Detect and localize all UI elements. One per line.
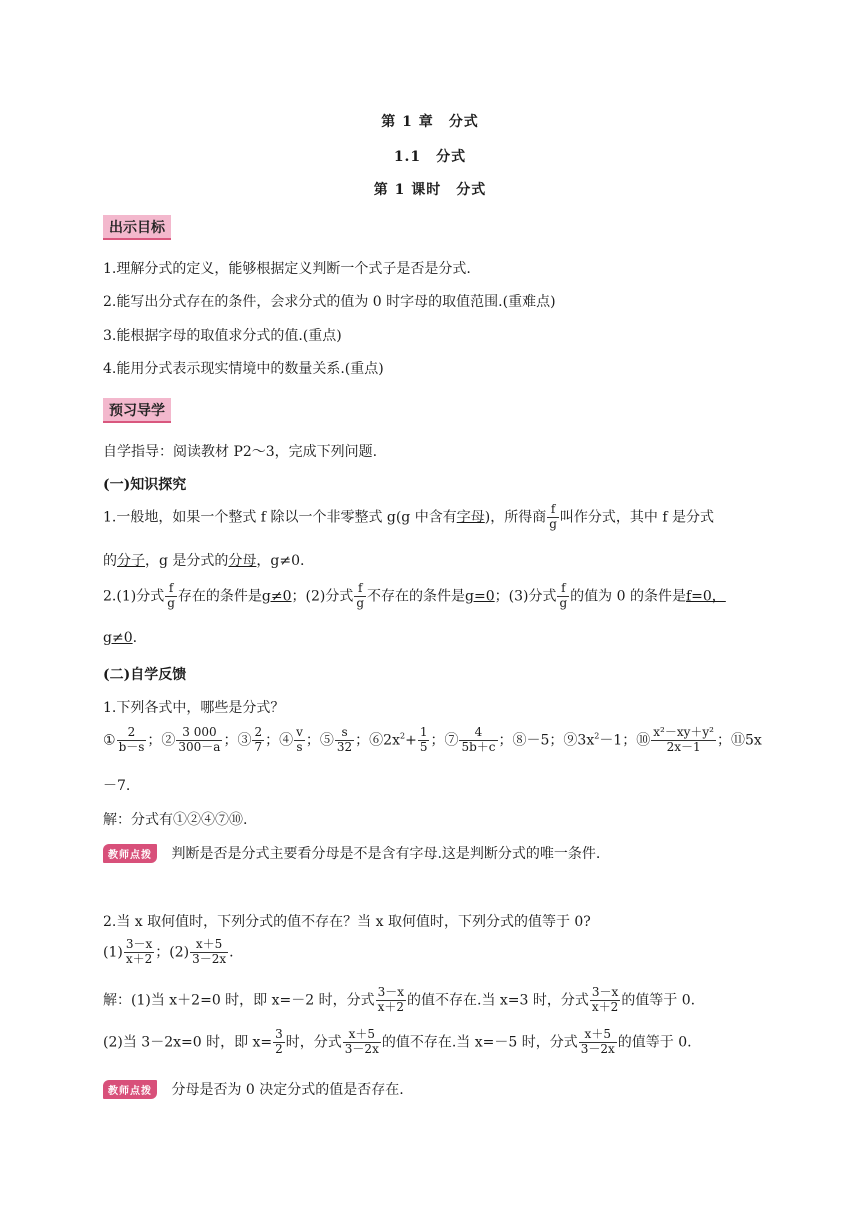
lesson-title: 第 1 课时 分式	[373, 182, 487, 198]
knowledge-item-2-cont: g≠0.	[103, 630, 138, 646]
knowledge-item-2: 2.(1)分式 $\frac{f}{g}$ 存在的条件是g≠0；(2)分式 $\frac{f}{g}$ 不存在的条件是g=0；(3)分式 $\frac{f}{g}$ 的值为 0 的条件是f=0，	[103, 581, 726, 610]
fraction: $\frac{2}{7}$	[254, 725, 263, 754]
fraction: $\frac{f}{g}$	[559, 581, 568, 610]
answer-blank: g≠0	[103, 630, 133, 646]
fraction: $\frac{x+5}{3-2x}$	[580, 1027, 615, 1056]
answer-blank: 字母	[456, 509, 485, 526]
fraction: $\frac{1}{5}$	[419, 725, 428, 754]
preview-label: 预习导学	[103, 398, 171, 423]
goal-item: 2.能写出分式存在的条件，会求分式的值为 0 时字母的取值范围.(重难点)	[103, 294, 556, 310]
question-2: 2.当 x 取何值时，下列分式的值不存在？当 x 取何值时，下列分式的值等于 0?	[103, 914, 591, 930]
fraction: $\frac{3-x}{x+2}$	[377, 985, 405, 1014]
fraction: $\frac{f}{g}$	[167, 581, 175, 610]
fraction: $\frac{3-x}{x+2}$	[125, 937, 153, 966]
fraction: $\frac{2}{b-s}$	[118, 725, 145, 754]
goals-label: 出示目标	[103, 215, 171, 240]
self-study-guide: 自学指导：阅读教材 P2～3，完成下列问题.	[103, 444, 378, 460]
chapter-title: 第 1 章 分式	[381, 114, 479, 130]
question-1: 1.下列各式中，哪些是分式？	[103, 700, 285, 716]
answer-blank: 分子	[117, 553, 145, 569]
question-1-items: ① $\frac{2}{b-s}$ ；② $\frac{3 000}{300-a}$ ；③ $\frac{2}{7}$ ；④ $\frac{v}{s}$ ；⑤ $\frac{s}{32}$ ；$⑥2x^2+$ $\frac{1}{5}$ ；⑦ $\frac{4}{5b+c}$ ；⑧－5；$⑨3x^2-1$；⑩ $\frac{\text{x²－xy＋y²}}{2x-1}$ ；⑪5x	[103, 725, 762, 754]
answer-blank: g=0	[465, 588, 495, 605]
fraction: $\frac{3}{2}$	[275, 1027, 283, 1056]
fraction: $\frac{3 000}{300-a}$	[178, 725, 221, 754]
knowledge-item-1-cont: 的分子，g 是分式的分母，g≠0.	[103, 553, 305, 569]
teacher-tip-1: 教师点拨 判断是否是分式主要看分母是不是含有字母.这是判断分式的唯一条件.	[103, 843, 600, 863]
knowledge-explore-heading: (一)知识探究	[103, 477, 187, 493]
fraction: $\frac{s}{32}$	[336, 725, 353, 754]
fraction: $\frac{3-x}{x+2}$	[591, 985, 619, 1014]
fraction: $\frac{v}{s}$	[296, 725, 303, 754]
fraction: $\frac{\text{x²－xy＋y²}}{2x-1}$	[653, 725, 714, 754]
answer-blank: g≠0	[261, 588, 292, 605]
goal-item: 1.理解分式的定义，能够根据定义判断一个式子是否是分式.	[103, 261, 471, 277]
fraction: $\frac{x+5}{3-2x}$	[344, 1027, 379, 1056]
goal-item: 3.能根据字母的取值求分式的值.(重点)	[103, 328, 342, 344]
teacher-tip-badge: 教师点拨	[103, 1080, 157, 1099]
fraction: $\frac{4}{5b+c}$	[461, 725, 496, 754]
question-1-answer: 解：分式有①②④⑦⑩.	[103, 812, 248, 828]
answer-blank: f=0，	[685, 588, 726, 605]
goal-item: 4.能用分式表示现实情境中的数量关系.(重点)	[103, 361, 384, 377]
fraction: $\frac{x+5}{3-2x}$	[192, 937, 227, 966]
answer-blank: 分母	[228, 553, 257, 569]
question-2-answer-2: (2)当 3－2x=0 时，即 x= $\frac{3}{2}$ 时，分式 $\frac{x+5}{3-2x}$ 的值不存在.当 x=－5 时，分式 $\frac{x+5}{3-2x}$ 的值等于 0.	[103, 1027, 692, 1056]
fraction: $\frac{f}{g}$	[549, 502, 557, 531]
teacher-tip-2: 教师点拨 分母是否为 0 决定分式的值是否存在.	[103, 1079, 404, 1099]
self-feedback-heading: (二)自学反馈	[103, 667, 187, 683]
teacher-tip-badge: 教师点拨	[103, 844, 157, 863]
knowledge-item-1: 1.一般地，如果一个整式 f 除以一个非零整式 g(g 中含有字母)，所得商 $\frac{f}{g}$ 叫作分式，其中 f 是分式	[103, 502, 714, 531]
question-2-answer-1: 解：(1)当 x＋2=0 时，即 x=－2 时，分式 $\frac{3-x}{x+2}$ 的值不存在.当 x=3 时，分式 $\frac{3-x}{x+2}$ 的值等于 0.	[103, 985, 696, 1014]
fraction: $\frac{f}{g}$	[356, 581, 365, 610]
question-2-items: (1) $\frac{3-x}{x+2}$ ；(2) $\frac{x+5}{3-2x}$ .	[103, 937, 234, 966]
section-title: 1.1 分式	[393, 149, 467, 165]
question-1-tail: －7.	[103, 778, 131, 794]
